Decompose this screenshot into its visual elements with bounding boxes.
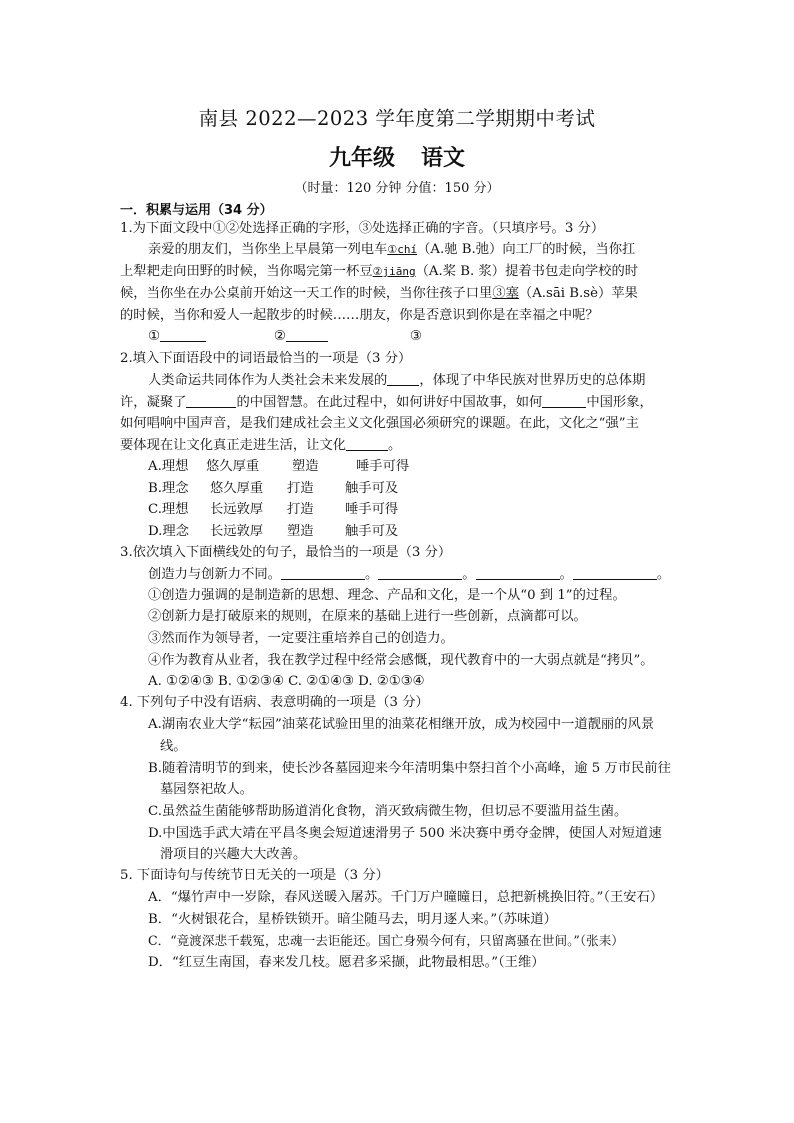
option-word: 悠久厚重 <box>206 459 260 474</box>
q5-option-d[interactable]: D．“红豆生南国，春来发几枝。愿君多采撷，此物最相思。”（王维） <box>148 955 545 970</box>
option-word: 触手可及 <box>345 481 399 496</box>
q4-option-c[interactable]: C.虽然益生菌能够帮助肠道消化食物，消灭致病微生物，但切忌不要滥用益生菌。 <box>148 804 628 819</box>
q4-stem: 4. 下列句子中没有语病、表意明确的一项是（3 分） <box>120 695 429 710</box>
q2-text: 许，凝聚了 <box>120 395 187 410</box>
q1-stem: 1.为下面文段中①②处选择正确的字形，③处选择正确的字音。（只填序号。3 分） <box>120 221 605 236</box>
option-word: 打造 <box>287 481 314 496</box>
option-word: 唾手可得 <box>356 459 410 474</box>
q2-text: 要体现在让文化真正走进生活，让文化 <box>120 438 347 453</box>
q2-text: 。 <box>388 438 402 453</box>
q2-option-b[interactable] <box>148 479 398 499</box>
option-word: 触手可及 <box>345 524 399 539</box>
q2-passage-line <box>148 371 645 391</box>
q3-sentence: ④作为教育从业者，我在教学过程中经常会感慨，现代教育中的一大弱点就是“拷贝”。 <box>148 653 654 668</box>
option-word: 唾手可得 <box>345 502 399 517</box>
grade-label: 九年级 <box>328 146 395 171</box>
grade-subject-heading <box>0 141 794 172</box>
q2-text: ，体现了中华民族对世界历史的总体期 <box>419 373 646 388</box>
q2-option-a[interactable] <box>148 457 409 477</box>
q1-mark-1: ①chí <box>387 243 418 256</box>
fill-blank[interactable] <box>387 371 419 386</box>
q2-option-c[interactable] <box>148 500 398 520</box>
q1-passage-line <box>120 284 638 304</box>
q3-sentence: ②创新力是打破原来的规则，在原来的基础上进行一些创新，点滴都可以。 <box>148 609 587 624</box>
q3-stem: 3.依次填入下面横线处的句子，最恰当的一项是（3 分） <box>120 545 452 560</box>
q3-sentence: ①创造力强调的是制造新的思想、理念、产品和文化，是一个从“0 到 1”的过程。 <box>148 588 626 603</box>
time-score-info: （时量：120 分钟 分值：150 分） <box>294 181 500 196</box>
answer-blank[interactable] <box>286 327 328 342</box>
q1-answer-blanks <box>148 327 422 347</box>
option-word: 长远敦厚 <box>210 502 264 517</box>
fill-blank[interactable] <box>346 436 388 451</box>
fill-blank[interactable] <box>186 393 236 408</box>
q4-option-d[interactable]: D.中国选手武大靖在平昌冬奥会短道速滑男子 500 米决赛中勇夺金牌，使国人对短道速 <box>148 826 662 841</box>
q2-stem: 2.填入下面语段中的词语最恰当的一项是（3 分） <box>120 351 412 366</box>
answer-blank-label: ① <box>148 329 160 344</box>
q5-option-b[interactable]: B．“火树银花合，星桥铁锁开。暗尘随马去，明月逐人来。”（苏味道） <box>148 912 557 927</box>
option-letter: C.理想 <box>148 502 189 517</box>
q1-text: 候，当你坐在办公桌前开始这一天工作的时候，当你往孩子口里 <box>120 286 493 301</box>
q2-passage-line <box>120 436 401 456</box>
q2-text: 人类命运共同体作为人类社会未来发展的 <box>148 373 388 388</box>
q1-text: （A.桨 B. 浆）提着书包走向学校的时 <box>415 264 639 279</box>
q3-lead-line: 创造力与创新力不同。 。 。 。 。 <box>148 567 671 582</box>
answer-blank[interactable] <box>160 327 206 342</box>
q5-option-c[interactable]: C．“竟渡深悲千载冤，忠魂一去讵能还。国亡身殒今何有，只留离骚在世间。”（张耒） <box>148 933 624 948</box>
q3-sentence: ③然而作为领导者，一定要注重培养自己的创造力。 <box>148 631 454 646</box>
q1-mark-2: ②jiāng <box>372 265 416 278</box>
q5-option-a[interactable]: A．“爆竹声中一岁除，春风送暖入屠苏。千门万户曈曈日，总把新桃换旧符。”（王安石） <box>148 890 664 905</box>
q1-mark-3: ③塞 <box>492 286 519 301</box>
q2-option-d[interactable] <box>148 522 398 542</box>
option-word: 塑造 <box>292 459 319 474</box>
fill-blank[interactable] <box>378 565 462 580</box>
option-word: 塑造 <box>287 524 314 539</box>
q2-text: 中国形象， <box>586 395 653 410</box>
q1-text: （A.sāi B.sè）苹果 <box>518 286 638 301</box>
q1-text: 亲爱的朋友们，当你坐上早晨第一列电车 <box>148 242 388 257</box>
fill-blank[interactable] <box>476 565 560 580</box>
q4-option-a[interactable]: A.湖南农业大学“耘园”油菜花试验田里的油菜花相继开放，成为校园中一道靓丽的风景 <box>148 717 655 732</box>
q4-option-b[interactable]: B.随着清明节的到来，使长沙各墓园迎来今年清明集中祭扫首个小高峰，逾 5 万市民前往 <box>148 761 671 776</box>
q1-passage-line <box>120 262 638 282</box>
subject-label: 语文 <box>421 146 466 171</box>
answer-blank-label: ③ <box>409 329 422 344</box>
q3-lead: 创造力与创新力不同。 <box>148 567 281 582</box>
option-word: 打造 <box>287 502 314 517</box>
q1-text: （A.驰 B.弛）向工厂的时候，当你扛 <box>417 242 636 257</box>
q1-text: 上犁耙走向田野的时候，当你喝完第一杯豆 <box>120 264 373 279</box>
q4-option-d-cont: 滑项目的兴趣大大改善。 <box>160 847 307 862</box>
option-letter: D.理念 <box>148 524 190 539</box>
q5-stem: 5. 下面诗句与传统节日无关的一项是（3 分） <box>120 868 389 883</box>
answer-blank-label: ② <box>273 329 286 344</box>
q2-passage-line <box>120 393 653 413</box>
option-letter: B.理念 <box>148 481 189 496</box>
option-letter: A.理想 <box>148 459 189 474</box>
fill-blank[interactable] <box>573 565 657 580</box>
fill-blank[interactable] <box>542 393 586 408</box>
option-word: 悠久厚重 <box>210 481 264 496</box>
section-heading: 一．积累与运用（34 分） <box>120 203 273 218</box>
q2-passage-line: 如何唱响中国声音，是我们建成社会主义文化强国必须研究的课题。在此，文化之“强”主 <box>120 416 639 431</box>
q4-option-b-cont: 墓园祭祀故人。 <box>160 782 254 797</box>
option-word: 长远敦厚 <box>210 524 264 539</box>
q3-answer-options[interactable]: A. ①②④③ B. ①②③④ C. ②①④③ D. ②①③④ <box>148 674 425 689</box>
q2-text: 的中国智慧。在此过程中，如何讲好中国故事，如何 <box>236 395 543 410</box>
exam-title: 南县 2022—2023 学年度第二学期期中考试 <box>198 107 596 130</box>
q4-option-a-cont: 线。 <box>160 739 187 754</box>
q1-passage-line: 的时候，当你和爱人一起散步的时候……朋友，你是否意识到你是在幸福之中呢？ <box>120 308 599 323</box>
fill-blank[interactable] <box>281 565 365 580</box>
q1-passage-line <box>148 240 635 260</box>
